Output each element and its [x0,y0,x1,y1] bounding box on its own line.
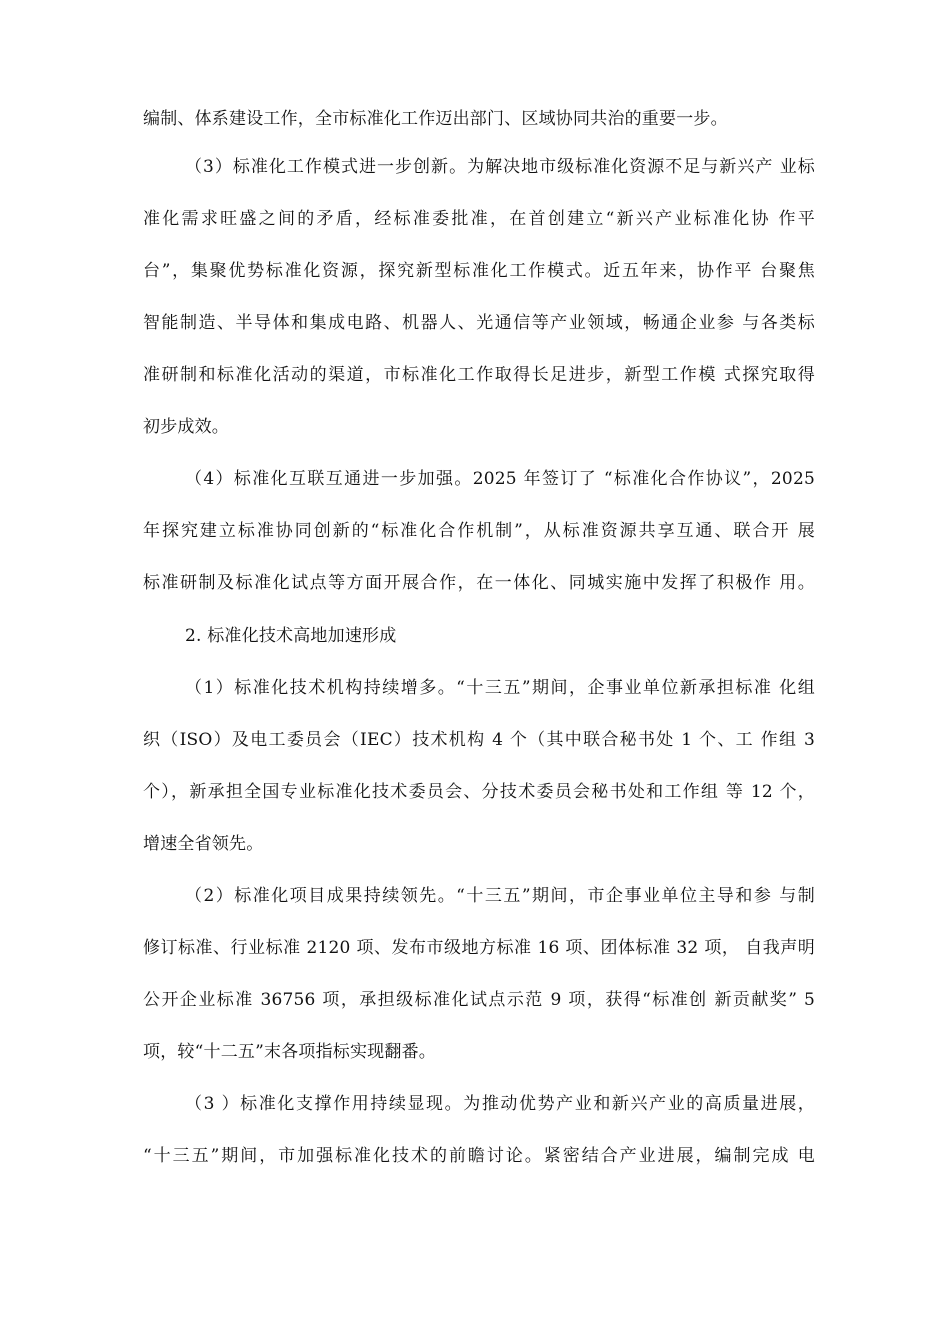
paragraph-line: 年探究建立标准协同创新的“标准化合作机制”，从标准资源共享互通、联合开 展 [143,521,815,541]
paragraph-line: 增速全省领先。 [143,834,264,854]
paragraph-line: 项，较“十二五”末各项指标实现翻番。 [143,1042,436,1062]
paragraph-line: （3 ）标准化支撑作用持续显现。为推动优势产业和新兴产业的高质量进展， [185,1094,815,1114]
paragraph-line: （3）标准化工作模式进一步创新。为解决地市级标准化资源不足与新兴产 业标 [185,157,815,177]
paragraph-line: 准化需求旺盛之间的矛盾，经标准委批准，在首创建立“新兴产业标准化协 作平 [143,209,815,229]
section-heading: 2. 标准化技术高地加速形成 [185,626,397,646]
paragraph-line: （4）标准化互联互通进一步加强。2025 年签订了 “标准化合作协议”，2025 [185,469,815,489]
paragraph-line: 织（ISO）及电工委员会（IEC）技术机构 4 个（其中联合秘书处 1 个、工 作组 3 [143,730,815,750]
paragraph-line: 初步成效。 [143,417,229,437]
paragraph-line: 准研制和标准化活动的渠道，市标准化工作取得长足进步，新型工作模 式探究取得 [143,365,815,385]
paragraph-line: 智能制造、半导体和集成电路、机器人、光通信等产业领域，畅通企业参 与各类标 [143,313,815,333]
paragraph-line: （2）标准化项目成果持续领先。“十三五”期间，市企事业单位主导和参 与制 [185,886,815,906]
paragraph-line: 公开企业标准 36756 项，承担级标准化试点示范 9 项，获得“标准创 新贡献奖” 5 [143,990,815,1010]
paragraph-line: 标准研制及标准化试点等方面开展合作，在一体化、同城实施中发挥了积极作 用。 [143,573,815,593]
paragraph-line: 编制、体系建设工作，全市标准化工作迈出部门、区域协同共治的重要一步。 [143,109,728,129]
paragraph-line: 台”，集聚优势标准化资源，探究新型标准化工作模式。近五年来，协作平 台聚焦 [143,261,815,281]
paragraph-line: 修订标准、行业标准 2120 项、发布市级地方标准 16 项、团体标准 32 项， 自我声明 [143,938,815,958]
paragraph-line: 个），新承担全国专业标准化技术委员会、分技术委员会秘书处和工作组 等 12 个， [143,782,815,802]
paragraph-line: （1）标准化技术机构持续增多。“十三五”期间，企事业单位新承担标准 化组 [185,678,815,698]
paragraph-line: “十三五”期间，市加强标准化技术的前瞻讨论。紧密结合产业进展，编制完成 电 [143,1146,815,1166]
